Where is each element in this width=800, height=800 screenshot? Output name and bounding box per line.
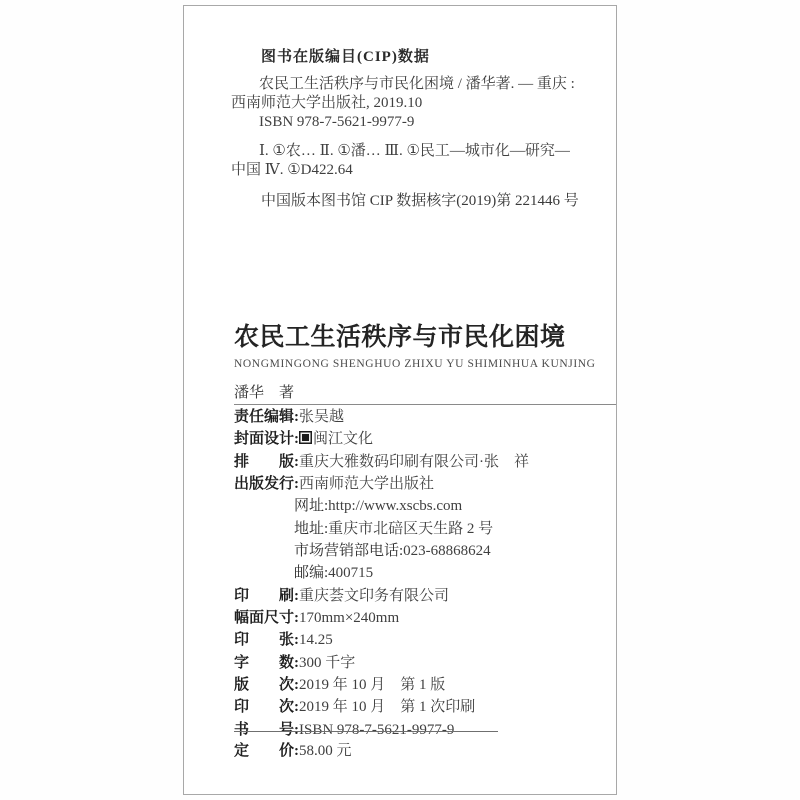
colophon-row <box>234 451 616 473</box>
colophon-row <box>234 428 616 450</box>
colophon-value: 2019 年 10 月 第 1 次印刷 <box>299 699 476 716</box>
cip-description-block <box>231 75 606 132</box>
colophon-label: 印 次: <box>234 699 299 716</box>
book-title-pinyin: NONGMINGONG SHENGHUO ZHIXU YU SHIMINHUA KUNJING <box>234 358 596 370</box>
colophon-row <box>234 540 616 562</box>
price-value: 58.00 元 <box>299 743 352 759</box>
colophon-row <box>234 719 616 741</box>
cip-line: 西南师范大学出版社, 2019.10 <box>231 95 423 111</box>
colophon-row <box>234 652 616 674</box>
cip-line: ISBN 978-7-5621-9977-9 <box>259 114 415 130</box>
colophon-label: 排 版: <box>234 453 299 470</box>
colophon-label: 出版发行: <box>234 476 299 493</box>
colophon-list <box>234 406 616 741</box>
colophon-row <box>234 585 616 607</box>
colophon-label: 地址: <box>294 520 329 537</box>
divider-line <box>234 404 616 405</box>
colophon-label: 版 次: <box>234 677 299 694</box>
colophon-value: 14.25 <box>299 632 333 649</box>
colophon-value: 300 千字 <box>299 654 356 671</box>
colophon-value: 170mm×240mm <box>299 610 400 627</box>
colophon-value: 重庆市北碚区天生路 2 号 <box>328 520 494 537</box>
price-label: 定 价: <box>234 743 299 759</box>
colophon-value: 重庆大雅数码印刷有限公司·张 祥 <box>299 453 529 470</box>
colophon-label: 市场营销部电话: <box>294 543 404 560</box>
cip-record-number: 中国版本图书馆 CIP 数据核字(2019)第 221446 号 <box>261 193 579 209</box>
colophon-row <box>234 696 616 718</box>
colophon-value: 张吴越 <box>299 409 345 425</box>
colophon-value: 2019 年 10 月 第 1 版 <box>299 677 446 694</box>
colophon-row <box>234 629 616 651</box>
price-row <box>234 739 352 760</box>
colophon-value: http://www.xscbs.com <box>328 498 463 515</box>
colophon-row <box>234 495 616 517</box>
colophon-label: 网址: <box>294 498 329 515</box>
colophon-value: ISBN 978-7-5621-9977-9 <box>299 721 455 738</box>
book-author: 潘华 著 <box>234 385 295 401</box>
book-copyright-page <box>183 5 617 795</box>
colophon-row <box>234 562 616 584</box>
colophon-value: 西南师范大学出版社 <box>299 476 435 493</box>
colophon-label: 责任编辑: <box>234 409 299 425</box>
cip-line: 农民工生活秩序与市民化困境 / 潘华著. — 重庆 : <box>259 76 575 92</box>
colophon-label: 封面设计: <box>234 431 299 448</box>
classification-line: 中国 Ⅳ. ①D422.64 <box>231 162 353 178</box>
colophon-label: 幅面尺寸: <box>234 610 299 627</box>
minjiang-culture-logo-icon <box>299 431 312 444</box>
cip-header: 图书在版编目(CIP)数据 <box>261 49 430 65</box>
classification-line: Ⅰ. ①农… Ⅱ. ①潘… Ⅲ. ①民工—城市化—研究— <box>259 143 570 159</box>
colophon-row <box>234 518 616 540</box>
colophon-value: 闽江文化 <box>313 431 374 448</box>
cip-classification-block <box>231 142 606 180</box>
colophon-value: 400715 <box>328 565 374 582</box>
colophon-value: 023-68868624 <box>403 543 491 560</box>
colophon-label: 印 张: <box>234 632 299 649</box>
colophon-label: 印 刷: <box>234 587 299 604</box>
colophon-label: 字 数: <box>234 654 299 671</box>
colophon-label: 书 号: <box>234 721 299 738</box>
colophon-row <box>234 406 616 428</box>
colophon-value: 重庆荟文印务有限公司 <box>299 587 450 604</box>
colophon-row <box>234 674 616 696</box>
colophon-row <box>234 473 616 495</box>
colophon-label: 邮编: <box>294 565 329 582</box>
book-title: 农民工生活秩序与市民化困境 <box>234 324 566 351</box>
divider-line <box>234 731 498 732</box>
colophon-row <box>234 607 616 629</box>
